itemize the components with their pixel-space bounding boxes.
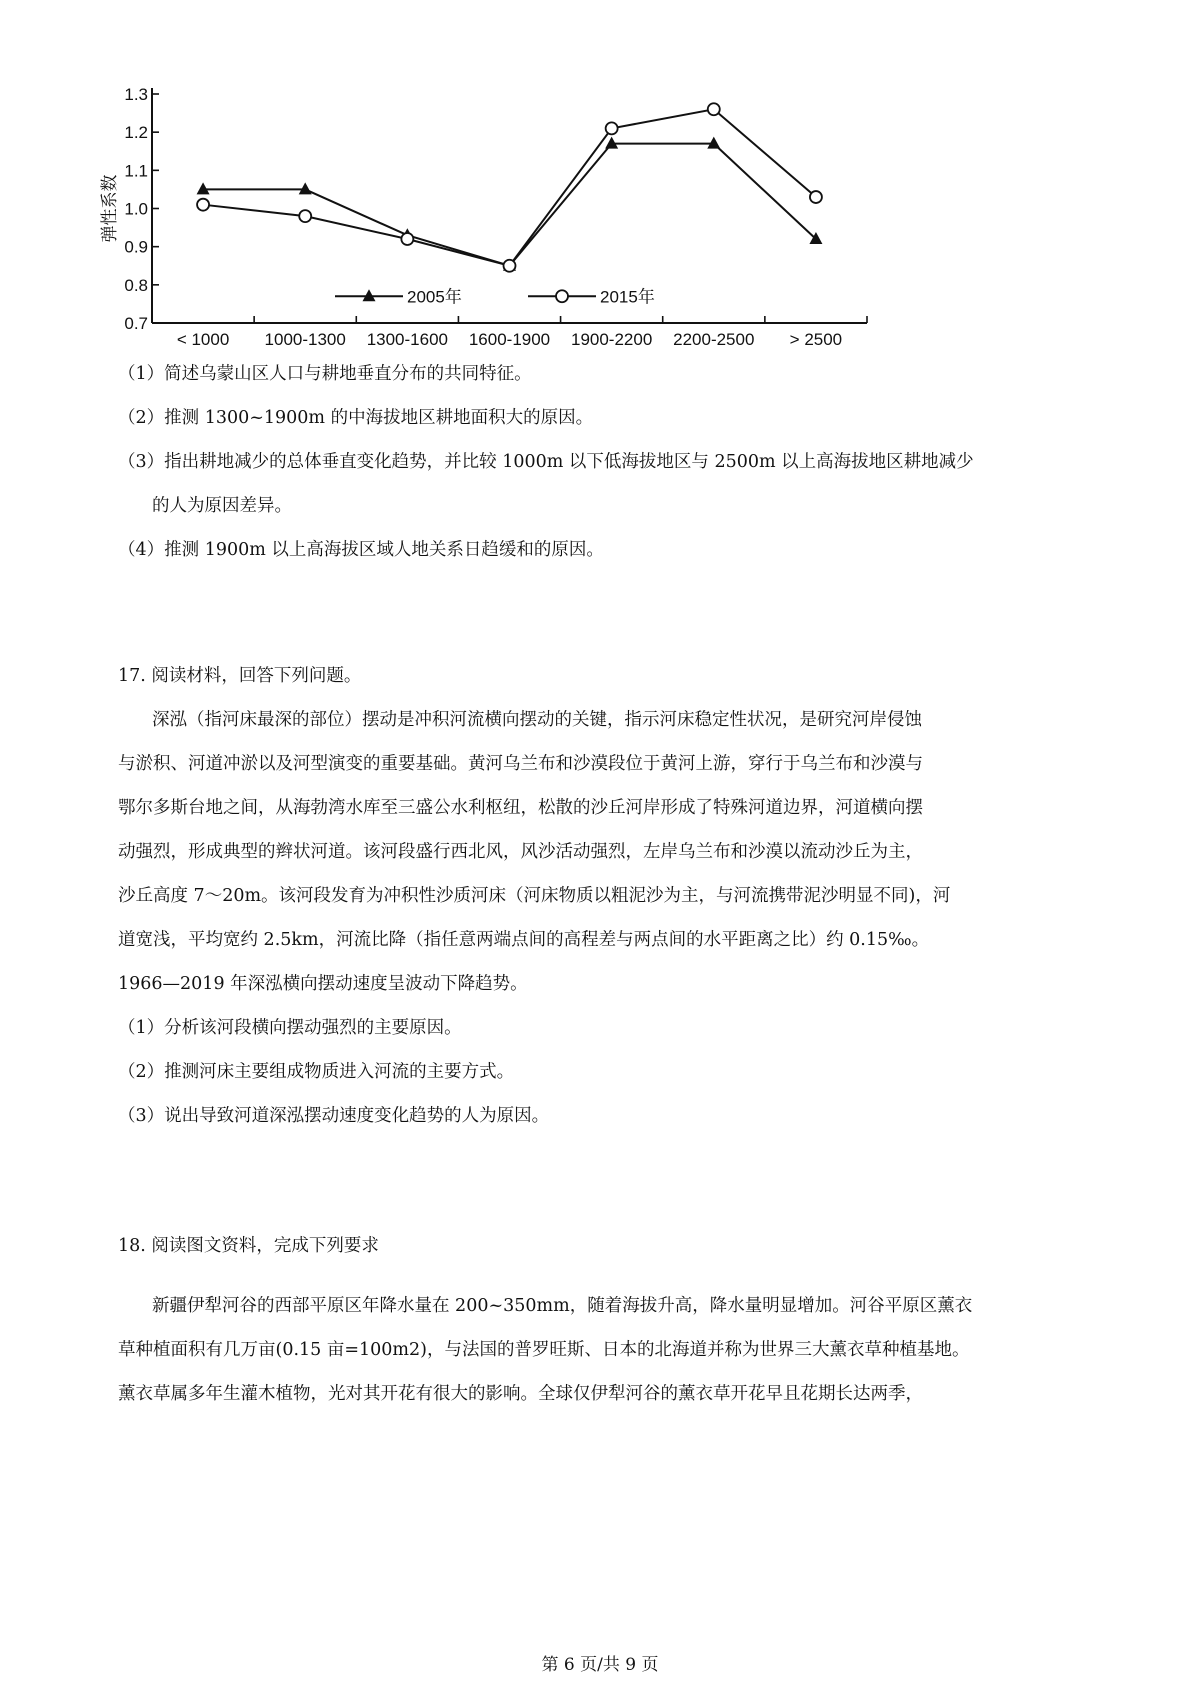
series-point-circle [401, 233, 413, 245]
y-tick-label: 0.8 [124, 275, 148, 295]
series-point-circle [606, 122, 618, 134]
q17-para-line: 道宽浅，平均宽约 2.5km，河流比降（指任意两端点间的高程差与两点间的水平距离之比）约 0.15‰。 [118, 930, 930, 950]
y-tick-label: 1.2 [124, 123, 148, 143]
series-point-circle [299, 210, 311, 222]
q17-para-line: 1966—2019 年深泓横向摆动速度呈波动下降趋势。 [118, 974, 528, 994]
y-tick-label: 1.1 [124, 161, 148, 181]
q18-para-line: 薰衣草属多年生灌木植物，光对其开花有很大的影响。全球仅伊犁河谷的薰衣草开花早且花期长达两季， [118, 1384, 923, 1404]
x-tick-label: 1300-1600 [366, 330, 449, 349]
q17-para-line: 沙丘高度 7～20m。该河段发育为冲积性沙质河床（河床物质以粗泥沙为主，与河流携带泥沙明显不同)，河 [118, 886, 951, 906]
q16-questions [118, 352, 1098, 572]
series-point-triangle [197, 182, 210, 194]
q17-para-line: 鄂尔多斯台地之间，从海勃湾水库至三盛公水利枢纽，松散的沙丘河岸形成了特殊河道边界，河道横向摆 [118, 798, 923, 818]
elasticity-line-chart [100, 80, 980, 380]
q17-item: （1）分析该河段横向摆动强烈的主要原因。 [118, 1018, 462, 1038]
q17-title: 17. 阅读材料，回答下列问题。 [118, 666, 362, 686]
q17-section [118, 654, 1098, 1138]
series-point-triangle [299, 182, 312, 194]
q16-item: （3）指出耕地减少的总体垂直变化趋势，并比较 1000m 以下低海拔地区与 2500m 以上高海拔地区耕地减少 [118, 452, 974, 472]
series-point-circle [197, 199, 209, 211]
legend-marker-circle [556, 290, 568, 302]
q17-item: （3）说出导致河道深泓摆动速度变化趋势的人为原因。 [118, 1106, 550, 1126]
x-tick-label: 1600-1900 [468, 330, 551, 349]
series-point-circle [810, 191, 822, 203]
series-point-circle [504, 260, 516, 272]
legend-label: 2005年 [407, 287, 462, 307]
page-number: 第 6 页/共 9 页 [541, 1655, 659, 1675]
y-tick-label: 0.7 [124, 314, 148, 333]
q18-para-line: 草种植面积有几万亩(0.15 亩=100m2)，与法国的普罗旺斯、日本的北海道并称为世界三大薰衣草种植基地。 [118, 1340, 970, 1360]
series-point-circle [708, 103, 720, 115]
series-line-2 [203, 109, 816, 265]
q18-section [118, 1224, 1098, 1416]
q16-item-continuation: 的人为原因差异。 [152, 496, 292, 516]
series-line-1 [203, 144, 816, 266]
y-tick-label: 1.0 [124, 199, 148, 219]
q18-title: 18. 阅读图文资料，完成下列要求 [118, 1236, 379, 1256]
legend-label: 2015年 [600, 287, 655, 307]
q18-para-line: 新疆伊犁河谷的西部平原区年降水量在 200~350mm，随着海拔升高，降水量明显增加。河谷平原区薰衣 [152, 1296, 973, 1316]
y-tick-label: 0.9 [124, 237, 148, 257]
q17-para-line: 动强烈，形成典型的辫状河道。该河段盛行西北风，风沙活动强烈，左岸乌兰布和沙漠以流动沙丘为主， [118, 842, 923, 862]
y-tick-label: 1.3 [124, 85, 148, 104]
x-tick-label: < 1000 [176, 330, 230, 349]
q16-item: （2）推测 1300~1900m 的中海拔地区耕地面积大的原因。 [118, 408, 594, 428]
x-tick-label: 1900-2200 [570, 330, 653, 349]
q17-para-line: 与淤积、河道冲淤以及河型演变的重要基础。黄河乌兰布和沙漠段位于黄河上游，穿行于乌兰布和沙漠与 [118, 754, 923, 774]
legend-marker-triangle [363, 289, 376, 301]
q17-item: （2）推测河床主要组成物质进入河流的主要方式。 [118, 1062, 515, 1082]
q17-para-line: 深泓（指河床最深的部位）摆动是冲积河流横向摆动的关键，指示河床稳定性状况，是研究河岸侵蚀 [152, 710, 922, 730]
chart-canvas [100, 80, 980, 380]
y-axis-label: 弹性系数 [100, 174, 119, 243]
x-tick-label: > 2500 [789, 330, 843, 349]
q16-item: （1）简述乌蒙山区人口与耕地垂直分布的共同特征。 [118, 364, 532, 384]
q16-item: （4）推测 1900m 以上高海拔区域人地关系日趋缓和的原因。 [118, 540, 604, 560]
x-tick-label: 2200-2500 [673, 330, 755, 349]
x-tick-label: 1000-1300 [264, 330, 346, 349]
